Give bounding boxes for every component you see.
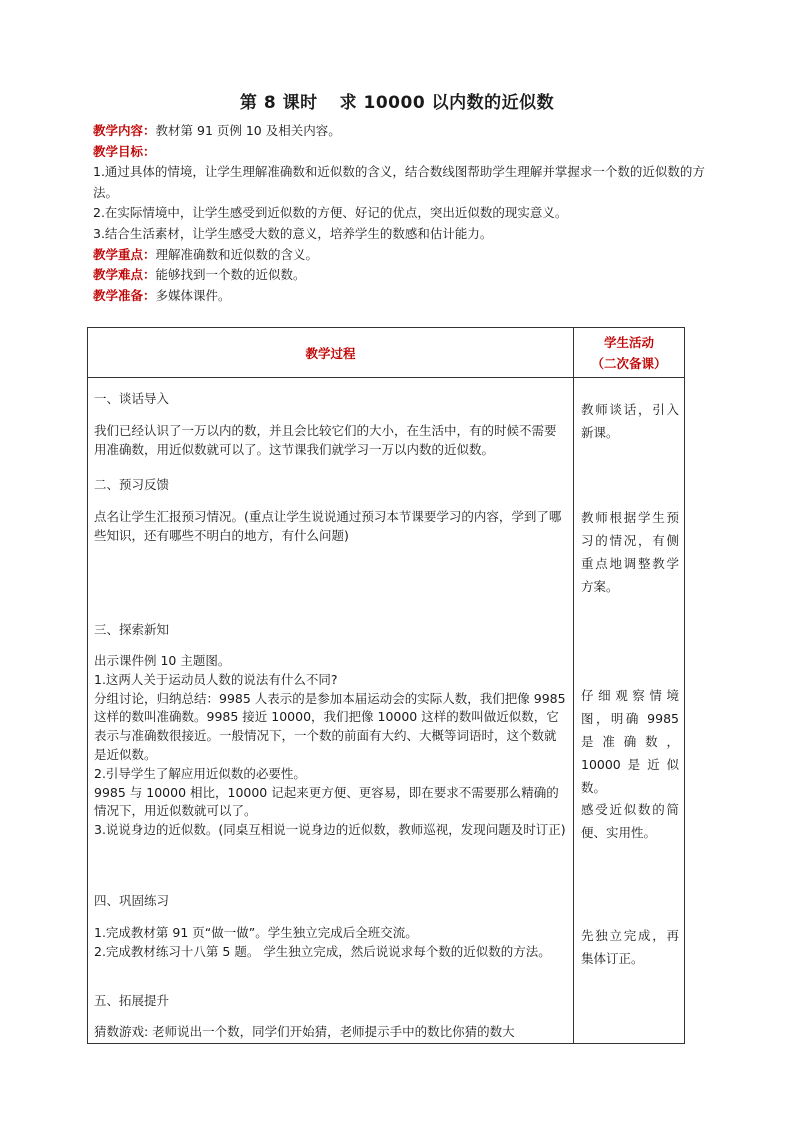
section-extension-title: 五、拓展提升 <box>94 993 170 1008</box>
activity-note-4: 感受近似数的简便、实用性。 <box>581 802 679 840</box>
section-practice-title: 四、巩固练习 <box>94 893 170 908</box>
prep-label: 教学准备： <box>93 287 156 303</box>
prep-line <box>93 286 713 307</box>
goal-1: 1.通过具体的情境，让学生理解准确数和近似数的含义，结合数线图帮助学生理解并掌握求一个数的近似数的方法。 <box>93 164 705 200</box>
section-intro <box>94 390 567 409</box>
activity-header-line1: 学生活动 <box>603 334 654 350</box>
section-explore-body <box>94 652 567 840</box>
practice-line-1: 1.完成教材第 91 页“做一做”。学生独立完成后全班交流。 <box>94 925 418 940</box>
explore-line-5: 9985 与 10000 相比，10000 记起来更方便、更容易，即在要求不需要那么精确的情况下，用近似数就可以了。 <box>94 784 559 819</box>
goal-3: 3.结合生活素材，让学生感受大数的意义，培养学生的数感和估计能力。 <box>93 225 493 241</box>
activity-note-1: 教师谈话，引入新课。 <box>581 402 679 440</box>
goal-2: 2.在实际情境中，让学生感受到近似数的方便、好记的优点，突出近似数的现实意义。 <box>93 205 568 221</box>
difficult-text: 能够找到一个数的近似数。 <box>155 267 306 283</box>
explore-line-4: 2.引导学生了解应用近似数的必要性。 <box>94 765 306 781</box>
lesson-header <box>93 121 713 306</box>
goals-line <box>93 142 713 163</box>
explore-line-6: 3.说说身边的近似数。(同桌互相说一说身边的近似数，教师巡视，发现问题及时订正) <box>94 822 566 838</box>
activity-note-3: 仔细观察情境图，明确 9985 是准确数，10000是近似数。 <box>581 688 679 795</box>
prep-text: 多媒体课件。 <box>155 287 231 303</box>
section-preview-body <box>94 508 567 546</box>
section-preview-title: 二、预习反馈 <box>94 477 170 492</box>
explore-line-1: 出示课件例 10 主题图。 <box>94 653 231 668</box>
section-practice-body <box>94 924 567 962</box>
page-title <box>0 88 794 113</box>
section-intro-title: 一、谈话导入 <box>94 391 170 406</box>
section-explore <box>94 621 567 640</box>
activity-note-2: 教师根据学生预习的情况，有侧重点地调整教学方案。 <box>581 510 679 594</box>
section-extension-body <box>94 1023 567 1042</box>
process-cell <box>88 378 574 1044</box>
table-body-row <box>88 378 685 1044</box>
goals-label: 教学目标： <box>93 143 156 159</box>
extension-line-1: 猜数游戏: 老师说出一个数，同学们开始猜，老师提示手中的数比你猜的数大 <box>94 1024 515 1039</box>
explore-line-3: 分组讨论，归纳总结：9985 人表示的是参加本届运动会的实际人数，我们把像 9985 这样的数叫准确数。9985 接近 10000，我们把像 10000 这样的数叫做近似数，它表示与准确数很接近。一般情况下，一个数的前面有大约、大概等词语时，这个数就是近似数。 <box>94 690 566 762</box>
lesson-topic: 求 10000 以内数的近似数 <box>339 93 555 113</box>
section-intro-text: 我们已经认识了一万以内的数，并且会比较它们的大小，在生活中，有的时候不需要用准确数，用近似数就可以了。这节课我们就学习一万以内数的近似数。 <box>94 423 557 457</box>
key-label: 教学重点： <box>93 246 156 262</box>
key-text: 理解准确数和近似数的含义。 <box>155 246 319 262</box>
content-text: 教材第 91 页例 10 及相关内容。 <box>155 123 341 138</box>
section-preview-text: 点名让学生汇报预习情况。(重点让学生说说通过预习本节课要学习的内容，学到了哪些知识，还有哪些不明白的地方，有什么问题) <box>94 509 562 543</box>
section-extension <box>94 992 567 1011</box>
content-label: 教学内容： <box>93 123 156 138</box>
explore-line-2: 1.这两人关于运动员人数的说法有什么不同? <box>94 671 338 687</box>
lesson-table <box>87 327 685 1044</box>
lesson-number: 第 8 课时 <box>239 93 318 113</box>
table-header-row <box>88 328 685 378</box>
difficult-line <box>93 265 713 286</box>
key-line <box>93 245 713 266</box>
activity-note-5: 先独立完成，再集体订正。 <box>581 928 679 966</box>
section-practice <box>94 892 567 911</box>
practice-line-2: 2.完成教材练习十八第 5 题。 学生独立完成，然后说说求每个数的近似数的方法。 <box>94 943 551 959</box>
section-intro-body <box>94 422 567 460</box>
activity-header <box>574 328 685 378</box>
activity-cell <box>574 378 685 1044</box>
process-header: 教学过程 <box>88 328 574 378</box>
activity-header-line2: （二次备课） <box>591 355 667 371</box>
section-preview <box>94 476 567 495</box>
section-explore-title: 三、探索新知 <box>94 622 170 637</box>
content-line <box>93 121 713 142</box>
difficult-label: 教学难点： <box>93 267 156 283</box>
